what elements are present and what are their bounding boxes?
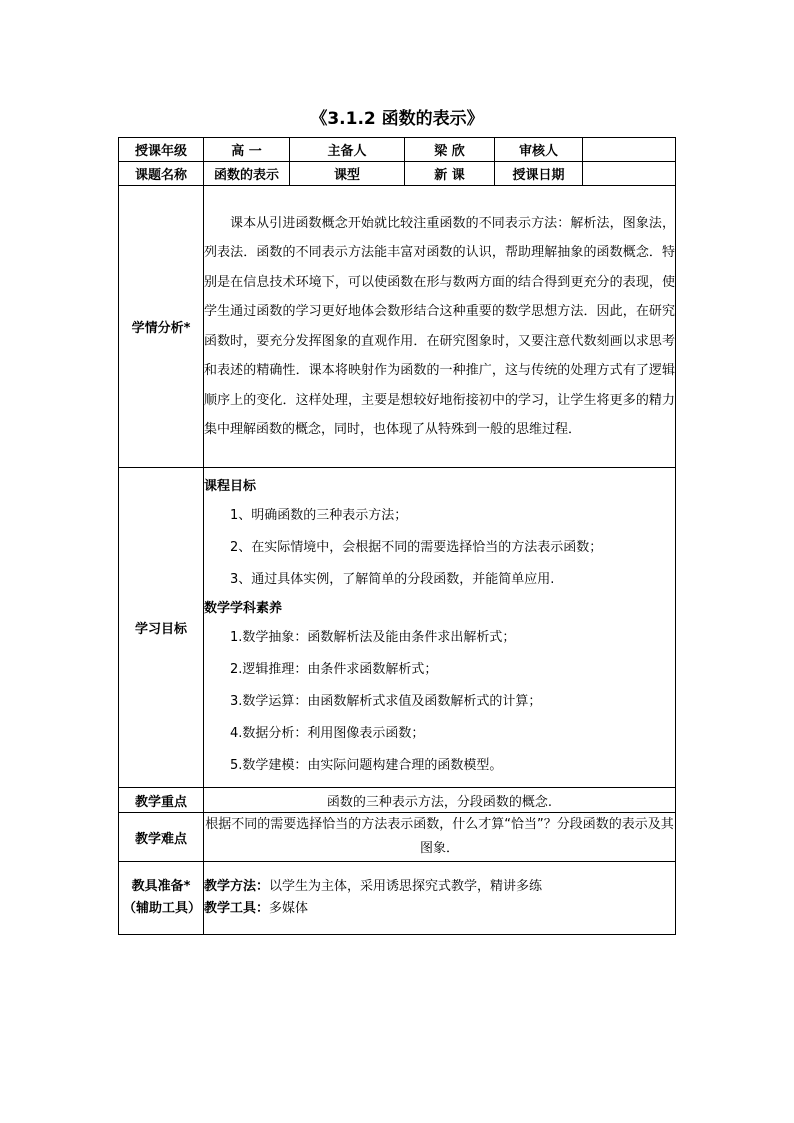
preparer-value: 梁 欣 [405, 138, 495, 162]
key-points-row [119, 788, 676, 813]
type-value: 新 课 [405, 162, 495, 186]
teaching-method-value: 以学生为主体，采用诱思探究式教学，精讲多练 [269, 879, 543, 894]
analysis-label: 学情分析* [119, 186, 204, 468]
difficulties-text: 根据不同的需要选择恰当的方法表示函数，什么才算“恰当”？分段函数的表示及其图象． [204, 813, 676, 862]
analysis-row [119, 186, 676, 468]
teaching-tool-key: 教学工具： [204, 901, 270, 916]
preparer-label: 主备人 [290, 138, 405, 162]
literacy-item: 4.数据分析：利用图像表示函数； [230, 725, 425, 741]
key-points-text: 函数的三种表示方法，分段函数的概念. [204, 788, 676, 813]
topic-label: 课题名称 [119, 162, 204, 186]
literacy-item: 3.数学运算：由函数解析式求值及函数解析式的计算； [230, 693, 542, 709]
type-label: 课型 [290, 162, 405, 186]
grade-label: 授课年级 [119, 138, 204, 162]
goals-row [119, 468, 676, 788]
analysis-text: 课本从引进函数概念开始就比较注重函数的不同表示方法：解析法，图象法，列表法．函数的不同表示方法能丰富对函数的认识，帮助理解抽象的函数概念．特别是在信息技术环境下，可以使函数在形与数两方面的结合得到更充分的表现，使学生通过函数的学习更好地体会数形结合这种重要的数学思想方法．因此，在研究函数时，要充分发挥图象的直观作用．在研究图象时，又要注意代数刻画以求思考和表述的精确性．课本将映射作为函数的一种推广，这与传统的处理方式有了逻辑顺序上的变化．这样处理，主要是想较好地衔接初中的学习，让学生将更多的精力集中理解函数的概念，同时，也体现了从特殊到一般的思维过程． [204, 215, 675, 437]
grade-value: 高 一 [204, 138, 290, 162]
teaching-method-key: 教学方法： [204, 879, 270, 894]
goals-cell [204, 468, 676, 788]
reviewer-label: 审核人 [495, 138, 583, 162]
difficulties-row [119, 813, 676, 862]
teaching-tool-value: 多媒体 [269, 901, 309, 916]
tools-row [119, 862, 676, 935]
course-goal-item: 3、通过具体实例，了解简单的分段函数，并能简单应用. [230, 571, 555, 587]
course-goal-item: 2、在实际情境中，会根据不同的需要选择恰当的方法表示函数； [230, 539, 603, 555]
teaching-tool-line [204, 898, 675, 920]
header-row-2 [119, 162, 676, 186]
goals-label: 学习目标 [119, 468, 204, 788]
difficulties-label: 教学难点 [119, 813, 204, 862]
literacy-item: 5.数学建模：由实际问题构建合理的函数模型。 [230, 757, 503, 773]
reviewer-value [583, 138, 676, 162]
page-title: 《3.1.2 函数的表示》 [310, 109, 484, 129]
tools-label: 教具准备*（辅助工具） [119, 862, 204, 935]
literacy-item: 1.数学抽象：函数解析法及能由条件求出解析式； [230, 629, 516, 645]
key-points-label: 教学重点 [119, 788, 204, 813]
tools-cell [204, 862, 676, 935]
teaching-method-line [204, 876, 675, 898]
lesson-plan-table [118, 137, 676, 935]
literacy-item: 2.逻辑推理：由条件求函数解析式； [230, 661, 438, 677]
date-value [583, 162, 676, 186]
analysis-cell [204, 186, 676, 468]
header-row-1 [119, 138, 676, 162]
date-label: 授课日期 [495, 162, 583, 186]
course-goal-item: 1、明确函数的三种表示方法； [230, 507, 408, 523]
literacy-heading: 数学学科素养 [204, 600, 283, 616]
topic-value: 函数的表示 [204, 162, 290, 186]
course-goals-heading: 课程目标 [204, 478, 257, 494]
